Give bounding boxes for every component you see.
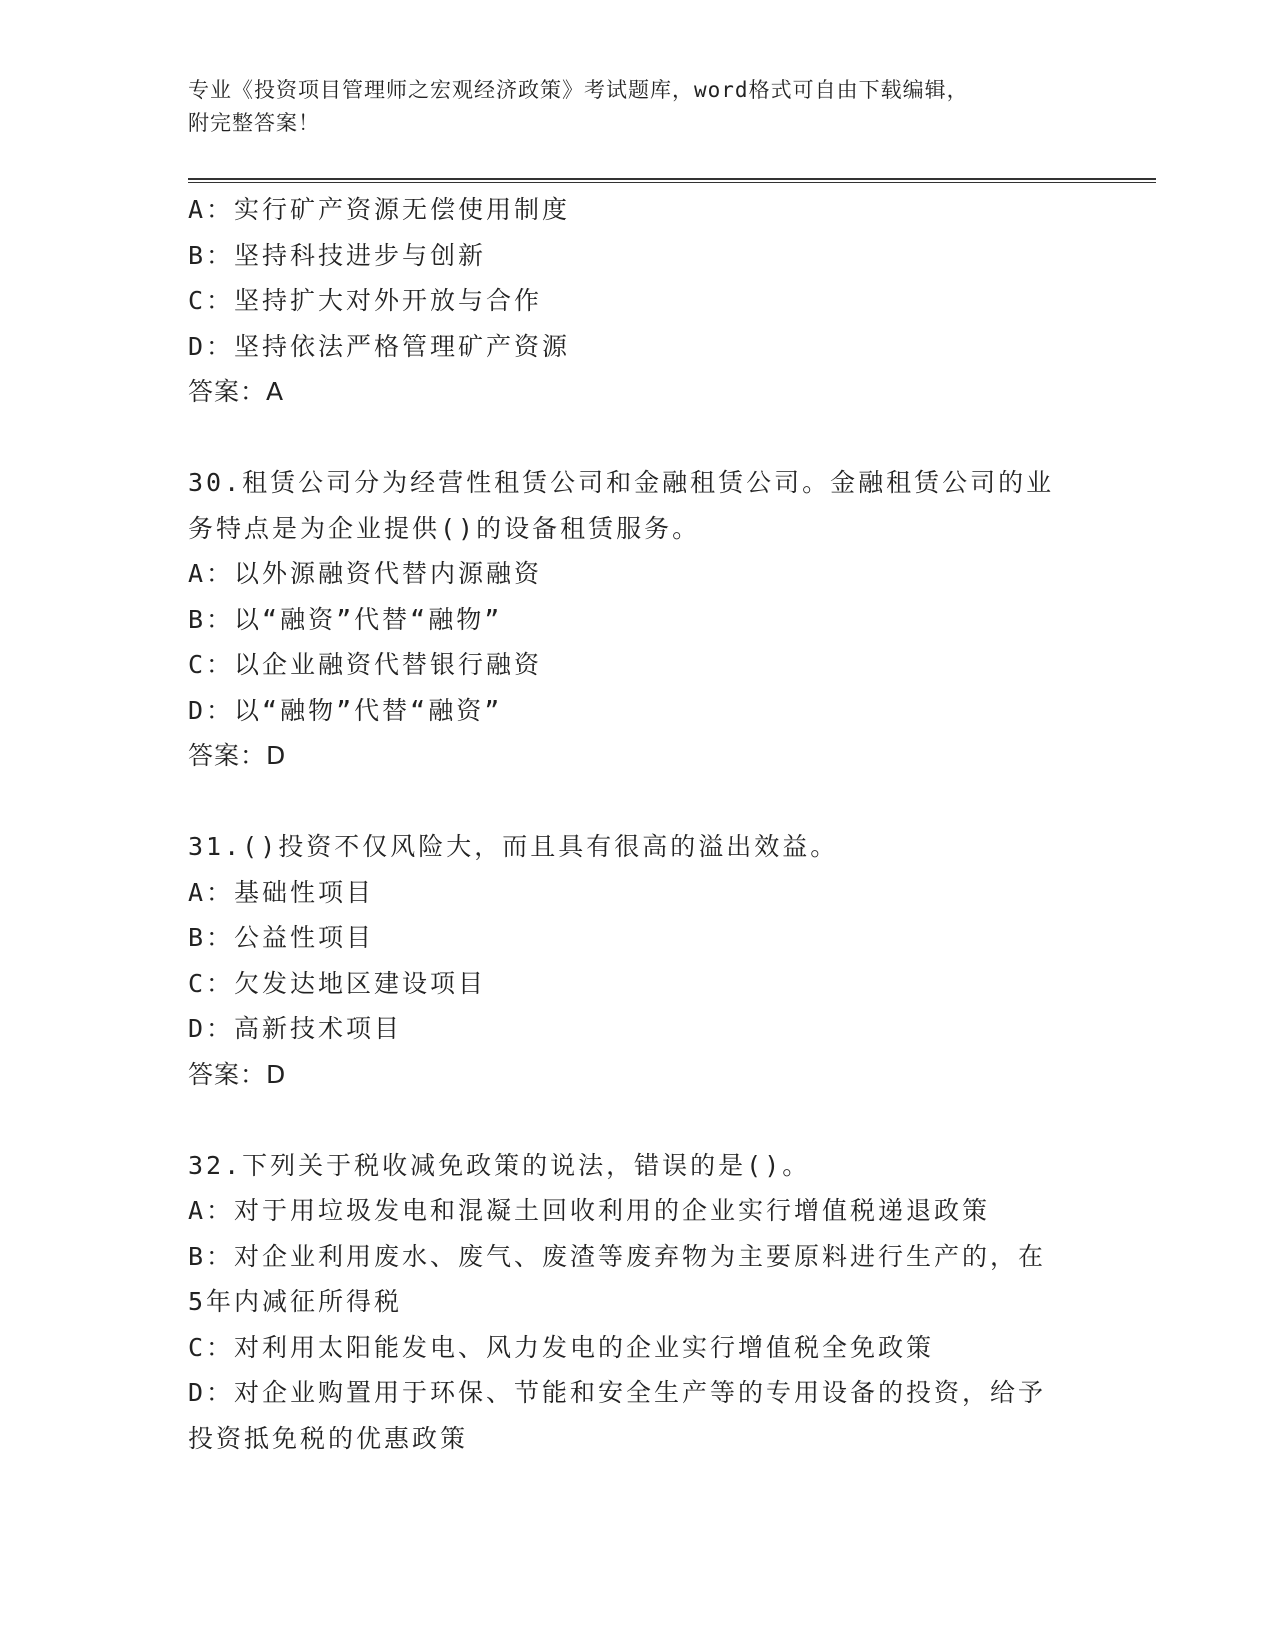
question-29 [188, 187, 1088, 415]
q29-option-d: D：坚持依法严格管理矿产资源 [188, 331, 571, 361]
q29-option-c: C：坚持扩大对外开放与合作 [188, 286, 543, 315]
q32-option-c: C：对利用太阳能发电、风力发电的企业实行增值税全免政策 [188, 1332, 935, 1362]
q32-option-a: A：对于用垃圾发电和混凝土回收利用的企业实行增值税递退政策 [188, 1196, 991, 1225]
spacer [188, 1097, 1088, 1143]
q32-option-d-line-1: D：对企业购置用于环保、节能和安全生产等的专用设备的投资，给予 [188, 1378, 1047, 1407]
q31-option-a: A：基础性项目 [188, 877, 375, 907]
q32-option-b-line-1: B：对企业利用废水、废气、废渣等废弃物为主要原料进行生产的，在 [188, 1241, 1047, 1271]
question-list [188, 187, 1088, 1461]
q32-option-b-line-2: 5年内减征所得税 [188, 1287, 403, 1316]
q30-option-b: B：以“融资”代替“融物” [188, 604, 503, 634]
q30-option-a: A：以外源融资代替内源融资 [188, 559, 543, 588]
q30-option-d: D：以“融物”代替“融资” [188, 695, 503, 725]
q31-option-c: C：欠发达地区建设项目 [188, 968, 487, 998]
q32-option-d-line-2: 投资抵免税的优惠政策 [188, 1423, 469, 1453]
header-title-line-1: 专业《投资项目管理师之宏观经济政策》考试题库，word格式可自由下载编辑， [188, 78, 969, 102]
q29-answer: 答案：A [188, 377, 285, 406]
document-header [188, 74, 1088, 140]
q30-answer: 答案：D [188, 741, 287, 770]
q31-answer: 答案：D [188, 1059, 287, 1089]
question-30 [188, 460, 1088, 779]
question-31 [188, 824, 1088, 1097]
q31-option-d: D：高新技术项目 [188, 1014, 403, 1043]
q29-option-b: B：坚持科技进步与创新 [188, 240, 487, 270]
q32-stem-line-1: 32.下列关于税收减免政策的说法，错误的是()。 [188, 1150, 811, 1180]
q29-option-a: A：实行矿产资源无偿使用制度 [188, 195, 571, 224]
q31-stem-line-1: 31.()投资不仅风险大，而且具有很高的溢出效益。 [188, 832, 839, 861]
q30-stem-line-1: 30.租赁公司分为经营性租赁公司和金融租赁公司。金融租赁公司的业 [188, 468, 1055, 497]
q31-option-b: B：公益性项目 [188, 923, 375, 952]
question-32 [188, 1143, 1088, 1462]
spacer [188, 415, 1088, 461]
header-divider [188, 178, 1156, 183]
header-title-line-2: 附完整答案！ [188, 111, 320, 135]
q30-stem-line-2: 务特点是为企业提供()的设备租赁服务。 [188, 513, 701, 543]
q30-option-c: C：以企业融资代替银行融资 [188, 650, 543, 679]
spacer [188, 779, 1088, 825]
